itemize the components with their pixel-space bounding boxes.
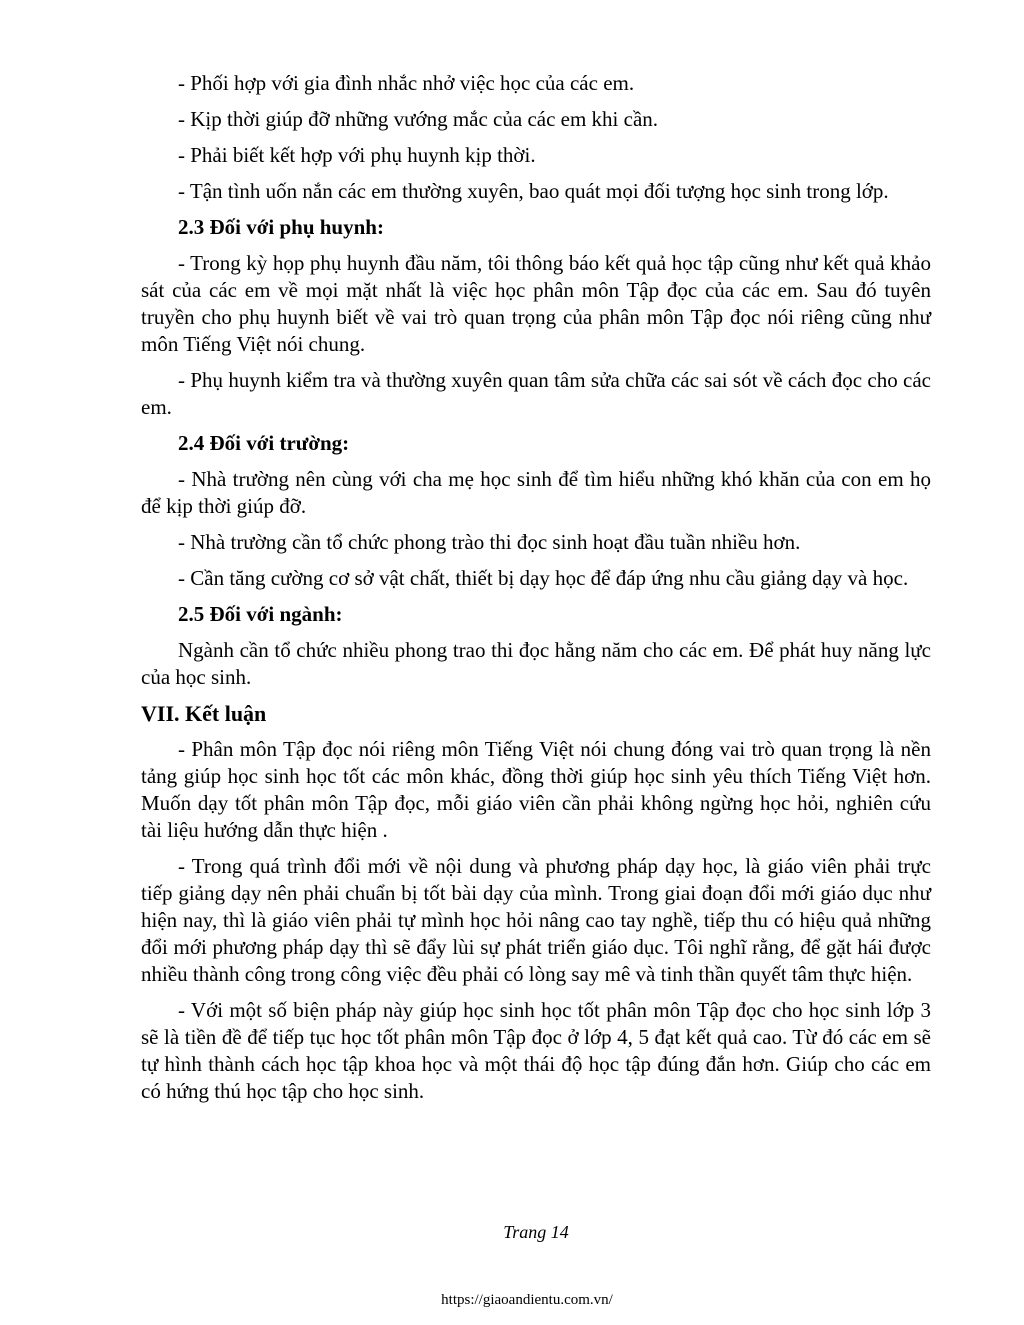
paragraph-conclusion-3: - Với một số biện pháp này giúp học sinh học tốt phân môn Tập đọc cho học sinh lớp 3 sẽ là tiền đề để tiếp tục học tốt phân môn Tập đọc ở lớp 4, 5 đạt kết quả cao. Từ đó các em sẽ tự hình thành cách học tập khoa học và một thái độ học tập đúng đắn hơn. Giúp cho các em có hứng thú học tập cho học sinh. bbox=[141, 998, 931, 1103]
heading-parents: 2.3 Đối với phụ huynh: bbox=[178, 215, 384, 239]
footer-url: https://giaoandientu.com.vn/ bbox=[441, 1292, 613, 1308]
paragraph-school-competition: - Nhà trường cần tổ chức phong trào thi đọc sinh hoạt đầu tuần nhiều hơn. bbox=[178, 530, 801, 554]
paragraph-sector: Ngành cần tổ chức nhiều phong trao thi đọc hằng năm cho các em. Để phát huy năng lực của học sinh. bbox=[141, 638, 931, 689]
paragraph-school-facilities: - Cần tăng cường cơ sở vật chất, thiết bị dạy học để đáp ứng nhu cầu giảng dạy và học. bbox=[178, 566, 909, 590]
paragraph-parent-check: - Phụ huynh kiểm tra và thường xuyên quan tâm sửa chữa các sai sót về cách đọc cho các em. bbox=[141, 368, 931, 419]
paragraph-conclusion-2: - Trong quá trình đổi mới về nội dung và phương pháp dạy học, là giáo viên phải trực tiếp giảng dạy nên phải chuẩn bị tốt bài dạy của mình. Trong giai đoạn đổi mới giáo dục như hiện nay, thì là giáo viên phải tự mình học hỏi nâng cao tay nghề, tiếp thu có hiệu quả những đổi mới phương pháp dạy thì sẽ đẩy lùi sự phát triển giáo dục. Tôi nghĩ rằng, để gặt hái được nhiều thành công trong công việc đều phải có lòng say mê và tinh thần quyết tâm thực hiện. bbox=[141, 854, 931, 986]
paragraph-coordinate-family: - Phối hợp với gia đình nhắc nhở việc học của các em. bbox=[178, 71, 635, 95]
paragraph-correct-students: - Tận tình uốn nắn các em thường xuyên, bao quát mọi đối tượng học sinh trong lớp. bbox=[178, 179, 889, 203]
heading-sector: 2.5 Đối với ngành: bbox=[178, 602, 343, 626]
page-number: Trang 14 bbox=[503, 1222, 569, 1242]
paragraph-parent-meeting: - Trong kỳ họp phụ huynh đầu năm, tôi thông báo kết quả học tập cũng như kết quả khảo sát của các em về mọi mặt nhất là việc học phân môn Tập đọc của các em. Sau đó tuyên truyền cho phụ huynh biết về vai trò quan trọng của phân môn Tập đọc nói riêng cũng như môn Tiếng Việt nói chung. bbox=[141, 251, 931, 356]
heading-conclusion: VII. Kết luận bbox=[141, 701, 267, 726]
paragraph-conclusion-1: - Phân môn Tập đọc nói riêng môn Tiếng Việt nói chung đóng vai trò quan trọng là nền tảng giúp học sinh học tốt các môn khác, đồng thời giúp học sinh yêu thích Tiếng Việt hơn. Muốn dạy tốt phân môn Tập đọc, mỗi giáo viên cần phải không ngừng học hỏi, nghiên cứu tài liệu hướng dẫn thực hiện . bbox=[141, 737, 931, 842]
paragraph-work-with-parents: - Phải biết kết hợp với phụ huynh kịp thời. bbox=[178, 143, 536, 167]
heading-school: 2.4 Đối với trường: bbox=[178, 431, 350, 455]
document-page bbox=[141, 70, 931, 1114]
paragraph-school-cooperate: - Nhà trường nên cùng với cha mẹ học sinh để tìm hiểu những khó khăn của con em họ để kịp thời giúp đỡ. bbox=[141, 467, 931, 518]
paragraph-timely-help: - Kịp thời giúp đỡ những vướng mắc của các em khi cần. bbox=[178, 107, 659, 131]
